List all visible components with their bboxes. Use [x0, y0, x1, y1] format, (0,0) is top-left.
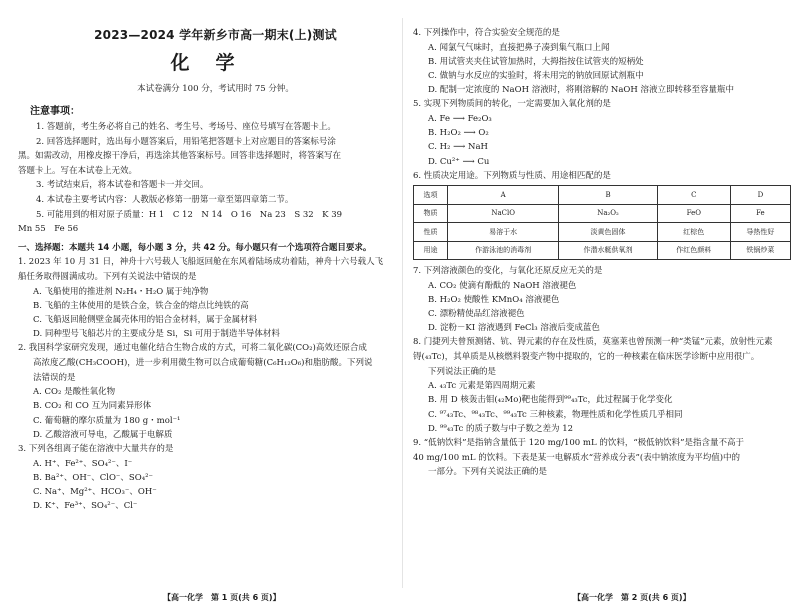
table-cell: D — [730, 186, 790, 204]
option-b: B. CO₂ 和 CO 互为同素异形体 — [33, 401, 152, 412]
question-stem: 7. 下列溶液颜色的变化，与氧化还原反应无关的是 — [413, 265, 603, 276]
notice-line: 2. 回答选择题时，选出每小题答案后，用铅笔把答题卡上对应题目的答案标号涂 — [36, 136, 336, 147]
question-stem: 6. 性质决定用途。下列物质与性质、用途相匹配的是 — [413, 170, 611, 181]
question-8 — [413, 335, 778, 436]
option-d: D. 淀粉－KI 溶液遇到 FeCl₃ 溶液后变成蓝色 — [428, 323, 600, 334]
table-cell: 淡黄色固体 — [559, 223, 658, 241]
subject-title: 化学 — [170, 52, 261, 74]
option-c: C. 做钠与水反应的实验时，将未用完的钠放回原试剂瓶中 — [428, 71, 644, 81]
option-b: B. 用试管夹夹住试管加热时，大拇指按住试管夹的短柄处 — [428, 56, 644, 67]
notice-line: 5. 可能用到的相对原子质量：H 1 C 12 N 14 O 16 Na 23 S 32 K 39 — [36, 209, 343, 220]
table-cell: 作潜水艇供氧剂 — [559, 241, 658, 259]
question-stem: 40 mg/100 mL 的饮料。下表是某一电解质水“营养成分表”(表中钠浓度为平均值)中的 — [413, 452, 741, 463]
page-footer-1: 【高一化学 第 1 页(共 6 页)】 — [163, 593, 281, 602]
option-d: D. Cu²⁺ ⟶ Cu — [428, 156, 490, 167]
properties-table — [413, 185, 791, 260]
notice-heading: 注意事项： — [30, 106, 80, 117]
option-c: C. ⁹⁷₄₃Tc、⁹⁸₄₃Tc、⁹⁹₄₃Tc 三种核素，物理性质和化学性质几乎相同 — [428, 409, 683, 420]
table-cell: Fe — [730, 204, 790, 222]
table-row — [414, 204, 791, 222]
notice-line: 3. 考试结束后，将本试卷和答题卡一并交回。 — [36, 180, 209, 191]
table-cell: 铁锅炒菜 — [730, 241, 790, 259]
option-c: C. 漂粉精使品红溶液褪色 — [428, 308, 525, 319]
question-stem: 锝(₄₃Tc)，其单质是从核燃料裂变产物中提取的，它的一种核素在临床医学诊断中应用很广。 — [413, 351, 760, 362]
question-stem: 4. 下列操作中，符合实验安全规范的是 — [413, 28, 560, 38]
option-b: B. Ba²⁺、OH⁻、ClO⁻、SO₄²⁻ — [33, 472, 153, 483]
option-d: D. 配制一定浓度的 NaOH 溶液时，将刚溶解的 NaOH 溶液立即转移至容量瓶中 — [428, 85, 734, 96]
option-c: C. Na⁺、Mg²⁺、HCO₃⁻、OH⁻ — [33, 486, 157, 497]
table-cell: 红棕色 — [657, 223, 730, 241]
option-b: B. H₂O₂ ⟶ O₂ — [428, 128, 489, 139]
table-row — [414, 223, 791, 241]
notice-line: 答题卡上。写在本试卷上无效。 — [18, 165, 138, 176]
table-cell: FeO — [657, 204, 730, 222]
option-a: A. Fe ⟶ Fe₂O₃ — [428, 114, 492, 124]
table-cell: 作游泳池的消毒剂 — [448, 241, 559, 259]
option-d: D. 乙酸溶液可导电，乙酸属于电解质 — [33, 429, 173, 440]
question-stem: 一部分。下列有关说法正确的是 — [428, 467, 548, 478]
page-1-column — [18, 26, 383, 513]
option-a: A. 闻氯气气味时，直接把鼻子凑到集气瓶口上闻 — [428, 42, 610, 53]
question-5 — [413, 97, 778, 168]
section-heading: 一、选择题：本题共 14 小题，每小题 3 分，共 42 分。每小题只有一个选项符合题目要求。 — [18, 242, 372, 253]
question-2 — [18, 341, 383, 442]
question-stem: 1. 2023 年 10 月 31 日，神舟十六号载人飞船返回舱在东风着陆场成功着陆，神舟十六号载人飞 — [18, 257, 384, 268]
table-cell: 作红色颜料 — [657, 241, 730, 259]
notice-line: 4. 本试卷主要考试内容：人教版必修第一册第一章至第四章第二节。 — [36, 194, 294, 205]
table-cell: C — [657, 186, 730, 204]
table-cell: 导热性好 — [730, 223, 790, 241]
page-divider — [402, 18, 403, 588]
option-b: B. 用 D 核轰击钼(₄₂Mo)靶也能得到⁹⁹₄₃Tc，此过程属于化学变化 — [428, 395, 673, 406]
table-header-row — [414, 186, 791, 204]
table-cell: 易溶于水 — [448, 223, 559, 241]
question-stem: 5. 实现下列物质间的转化，一定需要加入氧化剂的是 — [413, 99, 611, 110]
question-1 — [18, 255, 383, 341]
table-cell: 选项 — [414, 186, 448, 204]
table-cell: NaClO — [448, 204, 559, 222]
question-stem: 3. 下列各组离子能在溶液中大量共存的是 — [18, 443, 174, 454]
table-cell: 用途 — [414, 241, 448, 259]
table-cell: 性质 — [414, 223, 448, 241]
question-stem: 船任务取得圆满成功。下列有关说法中错误的是 — [18, 271, 197, 282]
option-a: A. CO₂ 使滴有酚酞的 NaOH 溶液褪色 — [428, 280, 577, 291]
option-c: C. H₂ ⟶ NaH — [428, 142, 488, 153]
option-a: A. ₄₃Tc 元素是第四周期元素 — [428, 381, 536, 392]
table-cell: A — [448, 186, 559, 204]
exam-subtitle: 本试卷满分 100 分，考试用时 75 分钟。 — [137, 84, 294, 94]
option-d: D. 同种型号飞船芯片的主要成分是 Si，Si 可用于制造半导体材料 — [33, 329, 280, 340]
question-stem: 2. 我国科学家研究发现，通过电催化结合生物合成的方式，可将二氧化碳(CO₂)高效还原合成 — [18, 343, 367, 354]
page-2-column — [413, 26, 778, 480]
table-cell: 物质 — [414, 204, 448, 222]
question-stem: 法错误的是 — [33, 372, 76, 383]
option-c: C. 飞船返回舱侧壁金属壳体用的铝合金材料，属于金属材料 — [33, 314, 258, 325]
option-a: A. CO₂ 是酸性氧化物 — [33, 387, 116, 398]
question-stem: 高浓度乙酸(CH₃COOH)，进一步利用微生物可以合成葡萄糖(C₆H₁₂O₆)和脂肪酸。下列说 — [33, 357, 373, 368]
question-7 — [413, 264, 778, 335]
question-6 — [413, 169, 778, 260]
option-c: C. 葡萄糖的摩尔质量为 180 g・mol⁻¹ — [33, 415, 181, 426]
table-cell: Na₂O₂ — [559, 204, 658, 222]
question-4 — [413, 26, 778, 97]
option-b: B. 飞船的主体使用的是铁合金，铁合金的熔点比纯铁的高 — [33, 300, 249, 311]
notice-line: Mn 55 Fe 56 — [18, 224, 79, 235]
notice-line: 黑。如需改动，用橡皮擦干净后，再选涂其他答案标号。回答非选择题时，将答案写在 — [18, 151, 342, 162]
notice-line: 1. 答题前，考生务必将自己的姓名、考生号、考场号、座位号填写在答题卡上。 — [36, 122, 336, 132]
question-stem: 下列说法正确的是 — [428, 366, 497, 377]
question-stem: 8. 门捷列夫曾预测锗、钪、锝元素的存在及性质，莫塞莱也曾预测一种“类锰”元素，放射性元素 — [413, 337, 773, 348]
exam-title: 2023—2024 学年新乡市高一期末(上)测试 — [94, 28, 337, 42]
option-d: D. ⁹⁹₄₃Tc 的质子数与中子数之差为 12 — [428, 423, 574, 434]
question-stem: 9. “低钠饮料”是指钠含量低于 120 mg/100 mL 的饮料，“极低钠饮料”是指含量不高于 — [413, 437, 745, 448]
option-d: D. K⁺、Fe³⁺、SO₄²⁻、Cl⁻ — [33, 501, 138, 512]
table-cell: B — [559, 186, 658, 204]
option-a: A. H⁺、Fe²⁺、SO₄²⁻、I⁻ — [33, 458, 133, 469]
table-row — [414, 241, 791, 259]
page-footer-2: 【高一化学 第 2 页(共 6 页)】 — [573, 593, 691, 602]
option-b: B. H₂O₂ 使酸性 KMnO₄ 溶液褪色 — [428, 294, 560, 305]
question-3 — [18, 442, 383, 513]
option-a: A. 飞船使用的推进剂 N₂H₄・H₂O 属于纯净物 — [33, 286, 209, 297]
question-9 — [413, 436, 778, 480]
